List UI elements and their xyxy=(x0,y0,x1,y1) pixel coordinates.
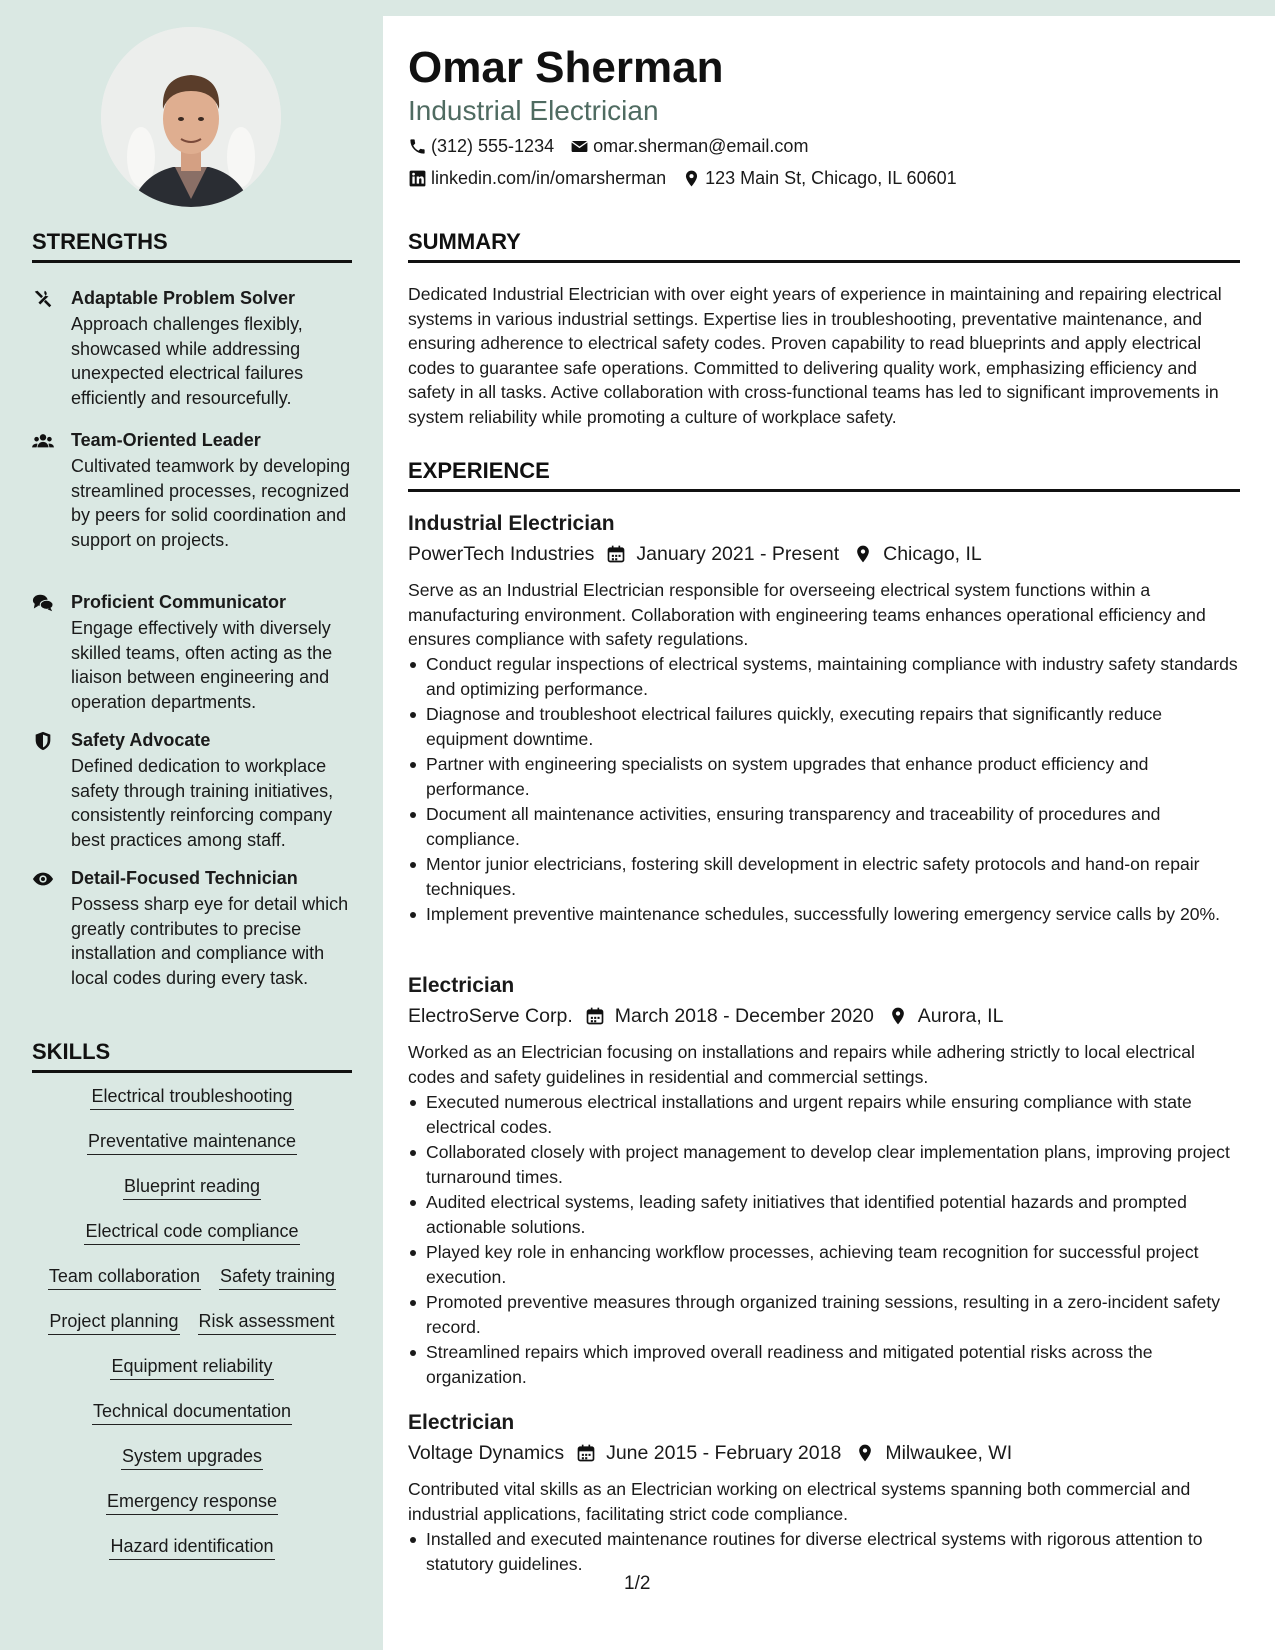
linkedin-contact[interactable] xyxy=(408,166,666,190)
job-dates: June 2015 - February 2018 xyxy=(606,1442,842,1464)
job-bullets xyxy=(408,1527,1240,1577)
job-company: ElectroServe Corp. xyxy=(408,1005,573,1027)
candidate-title: Industrial Electrician xyxy=(408,95,659,126)
bullet-item: Mentor junior electricians, fostering skill development in electric safety protocols and hand-on repair techniques. xyxy=(408,852,1240,901)
linkedin-text: linkedin.com/in/omarsherman xyxy=(431,168,667,188)
strength-title: Detail-Focused Technician xyxy=(71,868,298,888)
eye-icon xyxy=(32,868,54,890)
job-location: Milwaukee, WI xyxy=(885,1442,1013,1464)
job-meta xyxy=(408,541,982,567)
summary-heading: SUMMARY xyxy=(408,229,1240,263)
bullet-item: Audited electrical systems, leading safety initiatives that identified potential hazards and prompted actionable solutions. xyxy=(408,1190,1240,1239)
skill-tag: Safety training xyxy=(219,1265,336,1290)
bullet-item: Installed and executed maintenance routines for diverse electrical systems with rigorous attention to statutory guidelines. xyxy=(408,1527,1240,1576)
contact-row xyxy=(408,166,957,190)
job-company: PowerTech Industries xyxy=(408,543,595,565)
contact-row xyxy=(408,134,808,158)
map-pin-icon xyxy=(682,169,701,188)
linkedin-icon xyxy=(408,169,427,188)
skill-tag: Technical documentation xyxy=(92,1400,292,1425)
job-title: Electrician xyxy=(408,974,515,997)
strength-title: Safety Advocate xyxy=(71,730,211,750)
job-bullets xyxy=(408,1090,1240,1390)
skill-tag: Equipment reliability xyxy=(110,1355,273,1380)
envelope-icon xyxy=(570,137,589,156)
skill-tag: Electrical troubleshooting xyxy=(90,1085,293,1110)
strength-desc: Cultivated teamwork by developing streamlined processes, recognized by peers for solid coordination and support on projects. xyxy=(71,456,351,550)
calendar-icon xyxy=(585,1006,605,1026)
phone-contact xyxy=(408,134,554,158)
bullet-item: Promoted preventive measures through organized training sessions, resulting in a zero-incident safety record. xyxy=(408,1290,1240,1339)
bullet-item: Streamlined repairs which improved overall readiness and mitigated potential risks across the organization. xyxy=(408,1340,1240,1389)
strength-desc: Approach challenges flexibly, showcased while addressing unexpected electrical failures efficiently and resourcefully. xyxy=(71,314,304,408)
bullet-item: Document all maintenance activities, ensuring transparency and traceability of procedures and compliance. xyxy=(408,802,1240,851)
skill-tag: Emergency response xyxy=(106,1490,278,1515)
bullet-item: Played key role in enhancing workflow processes, achieving team recognition for successful project execution. xyxy=(408,1240,1240,1289)
skill-tag: Preventative maintenance xyxy=(87,1130,297,1155)
calendar-icon xyxy=(576,1443,596,1463)
strength-desc: Defined dedication to workplace safety through training initiatives, consistently reinforcing company best practices among staff. xyxy=(71,756,334,850)
map-pin-icon xyxy=(853,544,873,564)
bullet-item: Conduct regular inspections of electrical systems, maintaining compliance with industry safety standards and optimizing performance. xyxy=(408,652,1240,701)
strength-desc: Engage effectively with diversely skilled teams, often acting as the liaison between engineering and operation departments. xyxy=(71,618,333,712)
bullet-item: Collaborated closely with project management to develop clear implementation plans, improving project turnaround times. xyxy=(408,1140,1240,1189)
skill-tag: Risk assessment xyxy=(198,1310,336,1335)
job-company: Voltage Dynamics xyxy=(408,1442,565,1464)
page-number: 1/2 xyxy=(624,1573,651,1594)
bullet-item: Executed numerous electrical installations and urgent repairs while ensuring compliance with state electrical codes. xyxy=(408,1090,1240,1139)
job-meta xyxy=(408,1003,1003,1029)
map-pin-icon xyxy=(888,1006,908,1026)
profile-photo xyxy=(101,27,281,207)
strength-title: Adaptable Problem Solver xyxy=(71,288,296,308)
phone-text: (312) 555-1234 xyxy=(431,136,555,156)
skill-tag: Project planning xyxy=(48,1310,179,1335)
email-text: omar.sherman@email.com xyxy=(593,136,809,156)
sidebar xyxy=(0,0,383,1650)
job-location: Aurora, IL xyxy=(917,1005,1004,1027)
summary-text: Dedicated Industrial Electrician with over eight years of experience in maintaining and repairing electrical systems in various industrial settings. Expertise lies in troubleshooting, preventative maintenance, and ensuring adherence to electrical safety codes. Proven capability to read blueprints and apply electrical codes to guarantee safe operations. Committed to delivering quality work, emphasizing efficiency and safety in all tasks. Active collaboration with cross-functional teams has led to significant improvements in system reliability while promoting a culture of workplace safety. xyxy=(408,284,1222,427)
job-dates: March 2018 - December 2020 xyxy=(614,1005,874,1027)
address-contact xyxy=(682,166,957,190)
strength-desc: Possess sharp eye for detail which greatly contributes to precise installation and compliance with local codes during every task. xyxy=(71,894,349,988)
skills-list xyxy=(32,1085,352,1580)
skill-tag: Electrical code compliance xyxy=(84,1220,299,1245)
bullet-item: Diagnose and troubleshoot electrical failures quickly, executing repairs that significantly reduce equipment downtime. xyxy=(408,702,1240,751)
candidate-name: Omar Sherman xyxy=(408,43,724,92)
bullet-item: Implement preventive maintenance schedules, successfully lowering emergency service calls by 20%. xyxy=(408,902,1240,927)
email-contact[interactable] xyxy=(570,134,808,158)
map-pin-icon xyxy=(855,1443,875,1463)
skill-tag: Team collaboration xyxy=(48,1265,201,1290)
skills-heading: SKILLS xyxy=(32,1039,352,1073)
experience-heading: EXPERIENCE xyxy=(408,458,1240,492)
skill-tag: System upgrades xyxy=(121,1445,263,1470)
job-dates: January 2021 - Present xyxy=(636,543,840,565)
shield-icon xyxy=(32,730,54,752)
job-bullets xyxy=(408,652,1240,928)
calendar-icon xyxy=(606,544,626,564)
job-title: Electrician xyxy=(408,1411,515,1434)
job-description: Worked as an Electrician focusing on installations and repairs while adhering strictly to local electrical codes and safety guidelines in residential and commercial settings. xyxy=(408,1042,1195,1087)
phone-icon xyxy=(408,137,427,156)
address-text: 123 Main St, Chicago, IL 60601 xyxy=(705,168,957,188)
tools-icon xyxy=(32,288,54,310)
job-location: Chicago, IL xyxy=(883,543,982,565)
users-icon xyxy=(32,430,54,452)
job-meta xyxy=(408,1440,1012,1466)
comments-icon xyxy=(32,592,54,614)
job-description: Contributed vital skills as an Electrician working on electrical systems spanning both commercial and industrial applications, facilitating strict code compliance. xyxy=(408,1479,1191,1524)
strengths-heading: STRENGTHS xyxy=(32,229,352,263)
strength-title: Proficient Communicator xyxy=(71,592,287,612)
job-description: Serve as an Industrial Electrician responsible for overseeing electrical system functions within a manufacturing environment. Collaboration with engineering teams enhances operational efficiency and ensures compliance with safety regulations. xyxy=(408,580,1206,649)
job-title: Industrial Electrician xyxy=(408,512,615,535)
strength-title: Team-Oriented Leader xyxy=(71,430,261,450)
skill-tag: Blueprint reading xyxy=(123,1175,261,1200)
main-content xyxy=(383,16,1275,1650)
skill-tag: Hazard identification xyxy=(109,1535,274,1560)
bullet-item: Partner with engineering specialists on system upgrades that enhance product efficiency and performance. xyxy=(408,752,1240,801)
